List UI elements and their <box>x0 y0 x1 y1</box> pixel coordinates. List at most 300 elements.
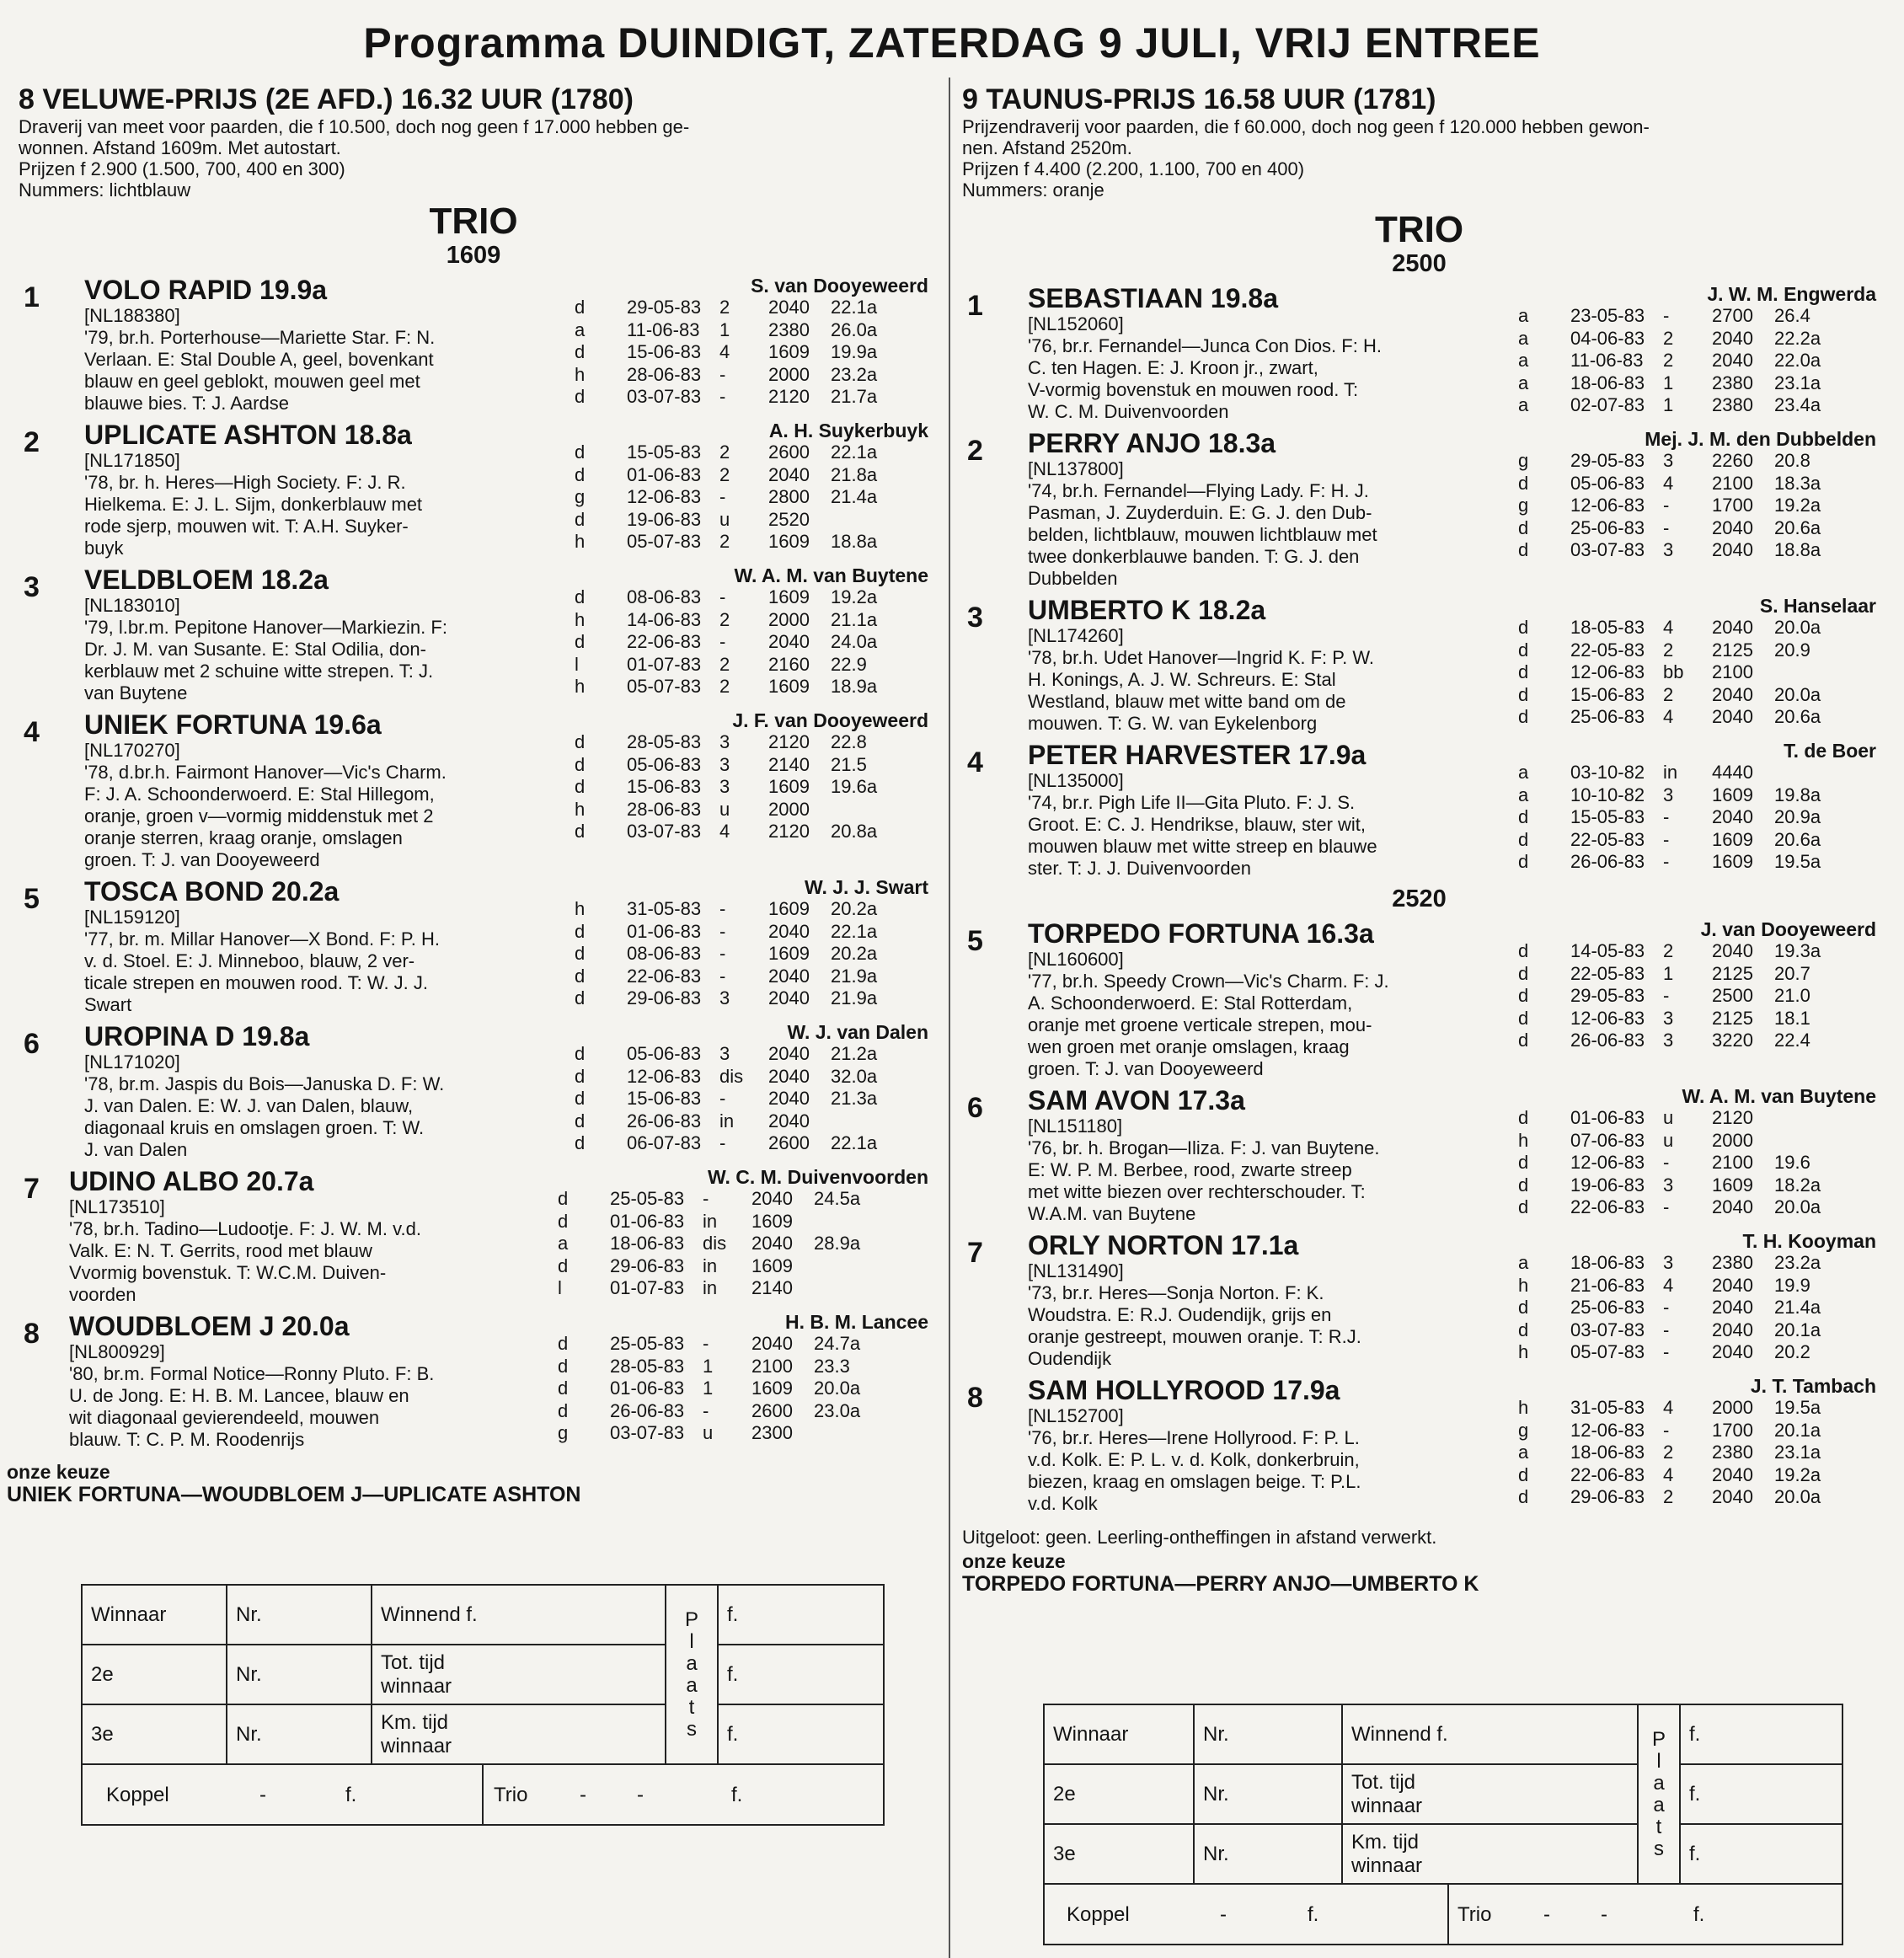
result-track: d <box>1518 806 1529 828</box>
result-distance: 1609 <box>751 1210 793 1232</box>
result-distance: 1609 <box>768 341 810 363</box>
result-time: 19.6 <box>1774 1152 1810 1174</box>
result-date: 22-05-83 <box>1570 639 1645 661</box>
form-koppel-row <box>82 1764 884 1825</box>
result-track: a <box>1518 784 1529 805</box>
horse-entry <box>962 1085 1876 1225</box>
result-date: 05-06-83 <box>627 753 702 775</box>
driver-name: T. de Boer <box>1784 740 1876 762</box>
result-row <box>1518 1420 1842 1442</box>
form-plaats-f-2: f. <box>1680 1764 1842 1824</box>
result-distance: 2125 <box>1712 962 1753 984</box>
result-row <box>575 509 898 532</box>
result-time: 32.0a <box>831 1065 878 1087</box>
onze-keuze <box>962 1550 1876 1596</box>
horse-info <box>84 595 564 704</box>
horse-info-line: Dubbelden <box>1028 568 1118 589</box>
horse-name: PERRY ANJO 18.3a <box>1028 428 1276 458</box>
driver-name: W. A. M. van Buytene <box>734 564 928 586</box>
race-description-line: Prijzendraverij voor paarden, die f 60.000, doch nog geen f 120.000 hebben gewon- <box>962 116 1650 137</box>
result-track: d <box>1518 1107 1529 1128</box>
horse-info-line: W. C. M. Duivenvoorden <box>1028 401 1229 422</box>
result-place: 4 <box>719 341 730 363</box>
result-track: a <box>1518 762 1529 783</box>
horse-info <box>1028 313 1508 423</box>
result-time: 20.9 <box>1774 639 1810 661</box>
horse-code: [NL152700] <box>1028 1405 1124 1426</box>
result-distance: 2040 <box>1712 350 1753 372</box>
horse-info-line: oranje gestreept, mouwen oranje. T: R.J. <box>1028 1326 1361 1347</box>
result-track: d <box>575 1110 586 1131</box>
horse-info-line: rode sjerp, mouwen wit. T: A.H. Suyker- <box>84 516 409 537</box>
result-place: u <box>719 508 730 530</box>
result-track: d <box>1518 516 1529 538</box>
result-date: 03-07-83 <box>1570 539 1645 561</box>
result-track: d <box>558 1399 569 1421</box>
horse-info <box>69 1341 549 1451</box>
result-time: 22.1a <box>831 1132 878 1154</box>
result-track: d <box>575 631 586 653</box>
result-track: d <box>1518 1297 1529 1319</box>
result-date: 01-06-83 <box>627 463 702 485</box>
result-track: d <box>558 1255 569 1276</box>
result-row <box>575 799 898 821</box>
results-list <box>1518 762 1842 874</box>
result-time: 19.5a <box>1774 1397 1821 1418</box>
result-date: 29-06-83 <box>610 1255 685 1276</box>
result-date: 29-05-83 <box>1570 985 1645 1007</box>
horse-info-line: v. d. Stoel. E: J. Minneboo, blauw, 2 ver- <box>84 950 415 971</box>
result-distance: 2100 <box>1712 661 1753 683</box>
result-row <box>1518 1275 1842 1297</box>
result-track: a <box>1518 327 1529 349</box>
results-list <box>558 1333 881 1445</box>
result-row <box>575 364 898 387</box>
result-distance: 4440 <box>1712 762 1753 783</box>
result-track: d <box>1518 985 1529 1007</box>
result-track: a <box>1518 394 1529 416</box>
result-time: 19.9 <box>1774 1274 1810 1296</box>
result-date: 01-07-83 <box>610 1277 685 1299</box>
horse-info-line: blauwe bies. T: J. Aardse <box>84 393 289 414</box>
result-distance: 2000 <box>1712 1129 1753 1151</box>
result-place: 3 <box>1663 450 1674 471</box>
result-place: 2 <box>719 608 730 630</box>
result-place: 2 <box>719 297 730 318</box>
result-date: 15-05-83 <box>1570 806 1645 828</box>
results-list <box>1518 1397 1842 1509</box>
result-time: 21.4a <box>1774 1297 1821 1319</box>
race-description-line: Prijzen f 2.900 (1.500, 700, 400 en 300) <box>19 158 345 179</box>
result-time: 22.0a <box>1774 350 1821 372</box>
result-row <box>1518 1130 1842 1153</box>
result-track: h <box>1518 1397 1529 1418</box>
result-distance: 2040 <box>1712 1486 1753 1508</box>
horse-body <box>69 1311 549 1451</box>
result-time: 23.0a <box>814 1399 861 1421</box>
result-date: 22-05-83 <box>1570 962 1645 984</box>
form-plaats-f-1: f. <box>718 1585 884 1645</box>
result-date: 29-06-83 <box>1570 1486 1645 1508</box>
result-date: 29-05-83 <box>1570 450 1645 471</box>
result-track: g <box>1518 450 1529 471</box>
result-date: 28-06-83 <box>627 798 702 820</box>
result-track: d <box>575 920 586 942</box>
form-winnaar-label: Winnaar <box>1044 1704 1194 1764</box>
result-distance: 1609 <box>768 776 810 798</box>
form-koppel-label: Koppel <box>1067 1903 1130 1926</box>
form-plaats-f-1: f. <box>1680 1704 1842 1764</box>
result-distance: 2380 <box>1712 394 1753 416</box>
horse-info-line: twee donkerblauwe banden. T: G. J. den <box>1028 546 1360 567</box>
result-row <box>575 654 898 677</box>
result-date: 26-06-83 <box>1570 1030 1645 1051</box>
result-distance: 2700 <box>1712 305 1753 326</box>
result-row <box>575 1088 898 1110</box>
result-date: 01-06-83 <box>610 1210 685 1232</box>
result-distance: 2040 <box>768 965 810 987</box>
result-track: d <box>1518 539 1529 561</box>
form-winnend-label: Winnend f. <box>1342 1704 1638 1764</box>
horse-number: 3 <box>24 571 40 603</box>
result-distance: 1609 <box>768 531 810 553</box>
result-distance: 2000 <box>1712 1397 1753 1418</box>
horse-entry <box>962 1230 1876 1370</box>
result-track: g <box>1518 495 1529 516</box>
result-place: u <box>1663 1129 1674 1151</box>
result-time <box>831 799 898 821</box>
form-2e-label: 2e <box>1044 1764 1194 1824</box>
horse-info-line: '78, br. h. Heres—High Society. F: J. R. <box>84 472 406 493</box>
horse-body <box>84 275 564 415</box>
result-date: 01-06-83 <box>627 920 702 942</box>
horse-info-line: '77, br. m. Millar Hanover—X Bond. F: P. H. <box>84 928 440 950</box>
horse-info <box>1028 1260 1508 1370</box>
horse-info-line: U. de Jong. E: H. B. M. Lancee, blauw en <box>69 1385 409 1406</box>
result-track: d <box>1518 1174 1529 1196</box>
race-description-line: Nummers: oranje <box>962 179 1104 201</box>
result-track: d <box>575 1132 586 1154</box>
result-track: d <box>575 386 586 408</box>
horse-entry <box>962 428 1876 590</box>
horse-info-line: voorden <box>69 1284 136 1305</box>
horse-body <box>1028 595 1508 735</box>
result-place: 4 <box>1663 472 1674 494</box>
horse-info-line: diagonaal kruis en omslagen groen. T: W. <box>84 1117 425 1138</box>
horse-entry <box>19 1311 928 1451</box>
form-koppel-row <box>1044 1884 1842 1945</box>
horse-info-line: C. ten Hagen. E: J. Kroon jr., zwart, <box>1028 357 1318 378</box>
result-distance: 2040 <box>768 1110 810 1131</box>
result-distance: 2040 <box>751 1188 793 1209</box>
race-heading: 9 TAUNUS-PRIJS 16.58 UUR (1781) <box>962 83 1436 115</box>
result-distance: 3220 <box>1712 1030 1753 1051</box>
result-date: 19-06-83 <box>1570 1174 1645 1196</box>
result-time: 18.1 <box>1774 1007 1810 1029</box>
result-row <box>1518 784 1842 807</box>
form-koppel-f: f. <box>345 1784 357 1806</box>
result-time: 18.9a <box>831 676 878 698</box>
result-track: d <box>575 1088 586 1110</box>
race-description-line: nen. Afstand 2520m. <box>962 137 1132 158</box>
result-date: 12-06-83 <box>1570 661 1645 683</box>
result-time: 18.8a <box>1774 539 1821 561</box>
result-distance: 1609 <box>751 1378 793 1399</box>
form-km-tijd-label: Km. tijd winnaar <box>1342 1824 1638 1884</box>
result-track: d <box>558 1210 569 1232</box>
result-distance: 2300 <box>751 1422 793 1444</box>
horse-info-line: v.d. Kolk <box>1028 1493 1098 1514</box>
result-row <box>1518 1174 1842 1197</box>
result-track: d <box>575 341 586 363</box>
result-date: 21-06-83 <box>1570 1274 1645 1296</box>
result-row <box>575 1132 898 1155</box>
onze-keuze-label: onze keuze <box>962 1550 1066 1572</box>
results-list <box>575 731 898 843</box>
form-nr-label: Nr. <box>1194 1824 1342 1884</box>
horse-code: [NL174260] <box>1028 625 1124 646</box>
result-place: 2 <box>1663 683 1674 705</box>
horse-number: 3 <box>967 602 983 634</box>
result-distance: 2100 <box>1712 1152 1753 1174</box>
result-date: 12-06-83 <box>1570 1419 1645 1441</box>
form-tot-tijd-label: Tot. tijd winnaar <box>1342 1764 1638 1824</box>
result-track: l <box>575 653 579 675</box>
result-distance: 1609 <box>1712 784 1753 805</box>
race-description-line: Nummers: lichtblauw <box>19 179 191 201</box>
result-place: 3 <box>719 776 730 798</box>
result-date: 05-07-83 <box>1570 1341 1645 1363</box>
result-time: 26.0a <box>831 318 878 340</box>
result-row <box>1518 1030 1842 1052</box>
result-track: d <box>1518 1196 1529 1218</box>
form-km-tijd-label: Km. tijd winnaar <box>372 1704 666 1764</box>
form-nr-label: Nr. <box>1194 1764 1342 1824</box>
result-place: - <box>1663 806 1670 828</box>
result-track: d <box>558 1355 569 1377</box>
result-track: d <box>1518 1463 1529 1485</box>
result-distance: 2040 <box>768 1043 810 1064</box>
horse-body <box>69 1166 549 1306</box>
results-list <box>558 1188 881 1300</box>
result-distance: 2040 <box>1712 806 1753 828</box>
result-row <box>575 966 898 988</box>
result-track: d <box>1518 962 1529 984</box>
horse-number: 5 <box>24 883 40 915</box>
result-time: 20.0a <box>814 1378 861 1399</box>
horse-body <box>1028 283 1508 423</box>
horse-info <box>84 740 564 871</box>
result-track: a <box>1518 372 1529 393</box>
result-row <box>558 1378 881 1400</box>
horse-info <box>1028 949 1508 1080</box>
result-time: 21.8a <box>831 463 878 485</box>
form-winnend-label: Winnend f. <box>372 1585 666 1645</box>
horse-info-line: '76, br. h. Brogan—Iliza. F: J. van Buytene. <box>1028 1137 1380 1158</box>
horse-info-line: A. Schoonderwoerd. E: Stal Rotterdam, <box>1028 992 1353 1014</box>
result-date: 01-06-83 <box>610 1378 685 1399</box>
result-track: d <box>575 441 586 463</box>
result-place: 3 <box>719 753 730 775</box>
horse-number: 2 <box>967 435 983 467</box>
onze-keuze-label: onze keuze <box>7 1461 110 1483</box>
horse-info-line: '73, br.r. Heres—Sonja Norton. F: K. <box>1028 1282 1324 1303</box>
result-time: 20.1a <box>1774 1419 1821 1441</box>
result-time: 20.6a <box>1774 828 1821 850</box>
horse-name: SAM AVON 17.3a <box>1028 1085 1245 1115</box>
result-distance: 2000 <box>768 363 810 385</box>
result-date: 03-07-83 <box>610 1422 685 1444</box>
horse-info-line: oranje sterren, kraag oranje, omslagen <box>84 827 403 848</box>
result-time: 21.9a <box>831 987 878 1009</box>
horse-info-line: '80, br.m. Formal Notice—Ronny Pluto. F: B. <box>69 1363 435 1384</box>
result-date: 22-05-83 <box>1570 828 1645 850</box>
result-track: d <box>575 943 586 965</box>
result-row <box>575 297 898 319</box>
result-time: 20.8 <box>1774 450 1810 471</box>
result-date: 19-06-83 <box>627 508 702 530</box>
horse-name: SEBASTIAAN 19.8a <box>1028 283 1278 313</box>
result-row <box>1518 495 1842 517</box>
horse-number: 1 <box>24 281 40 313</box>
result-row <box>1518 450 1842 473</box>
result-distance: 2040 <box>1712 940 1753 961</box>
result-row <box>1518 1319 1842 1342</box>
result-row <box>1518 350 1842 372</box>
result-place: 1 <box>1663 394 1674 416</box>
result-time: 20.0a <box>1774 1196 1821 1218</box>
horse-info-line: ster. T: J. J. Duivenvoorden <box>1028 858 1251 879</box>
form-nr-label: Nr. <box>227 1704 372 1764</box>
form-plaats-f-3: f. <box>1680 1824 1842 1884</box>
result-time: 20.0a <box>1774 1486 1821 1508</box>
result-distance: 2040 <box>768 463 810 485</box>
result-place: 3 <box>1663 1030 1674 1051</box>
result-place: - <box>703 1188 709 1209</box>
result-distance: 1609 <box>1712 828 1753 850</box>
form-trio-label: Trio <box>1457 1903 1492 1926</box>
result-place: - <box>719 1132 726 1154</box>
result-time: 19.9a <box>831 341 878 363</box>
result-date: 25-05-83 <box>610 1188 685 1209</box>
horse-name: UMBERTO K 18.2a <box>1028 595 1266 625</box>
result-place: - <box>1663 1341 1670 1363</box>
form-koppel-f: f. <box>1308 1903 1319 1926</box>
result-track: d <box>1518 661 1529 683</box>
result-track: d <box>1518 1319 1529 1340</box>
race-description-line: wonnen. Afstand 1609m. Met autostart. <box>19 137 341 158</box>
result-track: a <box>558 1233 569 1255</box>
horse-body <box>1028 740 1508 880</box>
result-time: 24.0a <box>831 631 878 653</box>
horse-entry <box>962 1375 1876 1515</box>
result-row <box>1518 1152 1842 1174</box>
result-place: 4 <box>1663 706 1674 728</box>
results-list <box>1518 1107 1842 1219</box>
result-place: - <box>703 1399 709 1421</box>
result-date: 05-07-83 <box>627 676 702 698</box>
horse-info-line: belden, lichtblauw, mouwen lichtblauw met <box>1028 524 1377 545</box>
driver-name: S. van Dooyeweerd <box>751 275 928 297</box>
horse-entry <box>962 918 1876 1080</box>
result-track: d <box>575 463 586 485</box>
horse-code: [NL151180] <box>1028 1115 1123 1137</box>
result-track: g <box>558 1422 569 1444</box>
result-place: dis <box>703 1233 727 1255</box>
result-time: 21.4a <box>831 486 878 508</box>
result-distance: 2000 <box>768 798 810 820</box>
horse-info-line: v.d. Kolk. E: P. L. v. d. Kolk, donkerbruin, <box>1028 1449 1360 1470</box>
result-place: u <box>1663 1107 1674 1128</box>
horse-info-line: '78, br.h. Tadino—Ludootje. F: J. W. M. v.d. <box>69 1218 421 1239</box>
trio-title: TRIO <box>429 201 518 242</box>
result-row <box>575 464 898 487</box>
horse-info <box>84 1051 564 1161</box>
result-time: 24.7a <box>814 1333 861 1354</box>
race-description <box>19 116 928 201</box>
horse-info-line: ticale strepen en mouwen rood. T: W. J. J. <box>84 972 429 993</box>
form-winnaar-label: Winnaar <box>82 1585 227 1645</box>
result-time: 22.1a <box>831 441 878 463</box>
horse-info <box>69 1196 549 1306</box>
result-time: 23.2a <box>831 363 878 385</box>
form-nr-label: Nr. <box>227 1645 372 1704</box>
result-time <box>1774 661 1842 684</box>
driver-name: J. T. Tambach <box>1750 1375 1876 1397</box>
result-time: 23.1a <box>1774 372 1821 393</box>
horse-number: 6 <box>967 1092 983 1124</box>
form-2e-label: 2e <box>82 1645 227 1704</box>
horse-code: [NL152060] <box>1028 313 1124 334</box>
result-time: 22.9 <box>831 653 867 675</box>
result-time: 23.1a <box>1774 1442 1821 1463</box>
result-place: - <box>719 486 726 508</box>
result-distance: 1609 <box>768 898 810 919</box>
horse-info-line: J. van Dalen. E: W. J. van Dalen, blauw, <box>84 1095 414 1116</box>
result-row <box>575 676 898 698</box>
bet-form-left <box>81 1584 885 1826</box>
result-place: - <box>1663 1196 1670 1218</box>
result-place: - <box>1663 1152 1670 1174</box>
result-track: d <box>1518 828 1529 850</box>
horse-info-line: '79, l.br.m. Pepitone Hanover—Markiezin. F: <box>84 617 447 638</box>
result-distance: 1700 <box>1712 495 1753 516</box>
result-distance: 2120 <box>1712 1107 1753 1128</box>
result-time: 20.2a <box>831 943 878 965</box>
result-distance: 2600 <box>768 1132 810 1154</box>
driver-name: W. J. van Dalen <box>787 1021 928 1043</box>
horse-info-line: W.A.M. van Buytene <box>1028 1203 1196 1224</box>
horse-name: VOLO RAPID 19.9a <box>84 275 328 305</box>
result-time: 20.0a <box>1774 617 1821 638</box>
form-trio-f: f. <box>1693 1903 1705 1926</box>
horse-info-line: Dr. J. M. van Susante. E: Stal Odilia, don- <box>84 639 426 660</box>
result-date: 06-07-83 <box>627 1132 702 1154</box>
horse-info-line: mouwen. T: G. W. van Eykelenborg <box>1028 713 1318 734</box>
result-date: 03-10-82 <box>1570 762 1645 783</box>
result-time <box>814 1422 881 1445</box>
result-place: dis <box>719 1065 744 1087</box>
result-row <box>575 609 898 632</box>
horse-code: [NL183010] <box>84 595 180 616</box>
result-distance: 2160 <box>768 653 810 675</box>
result-distance: 2600 <box>768 441 810 463</box>
horse-info-line: F: J. A. Schoonderwoerd. E: Stal Hillegom, <box>84 784 435 805</box>
result-track: a <box>1518 1442 1529 1463</box>
form-koppel-dash: - <box>1220 1903 1227 1926</box>
horse-number: 2 <box>24 426 40 458</box>
result-track: a <box>1518 305 1529 326</box>
